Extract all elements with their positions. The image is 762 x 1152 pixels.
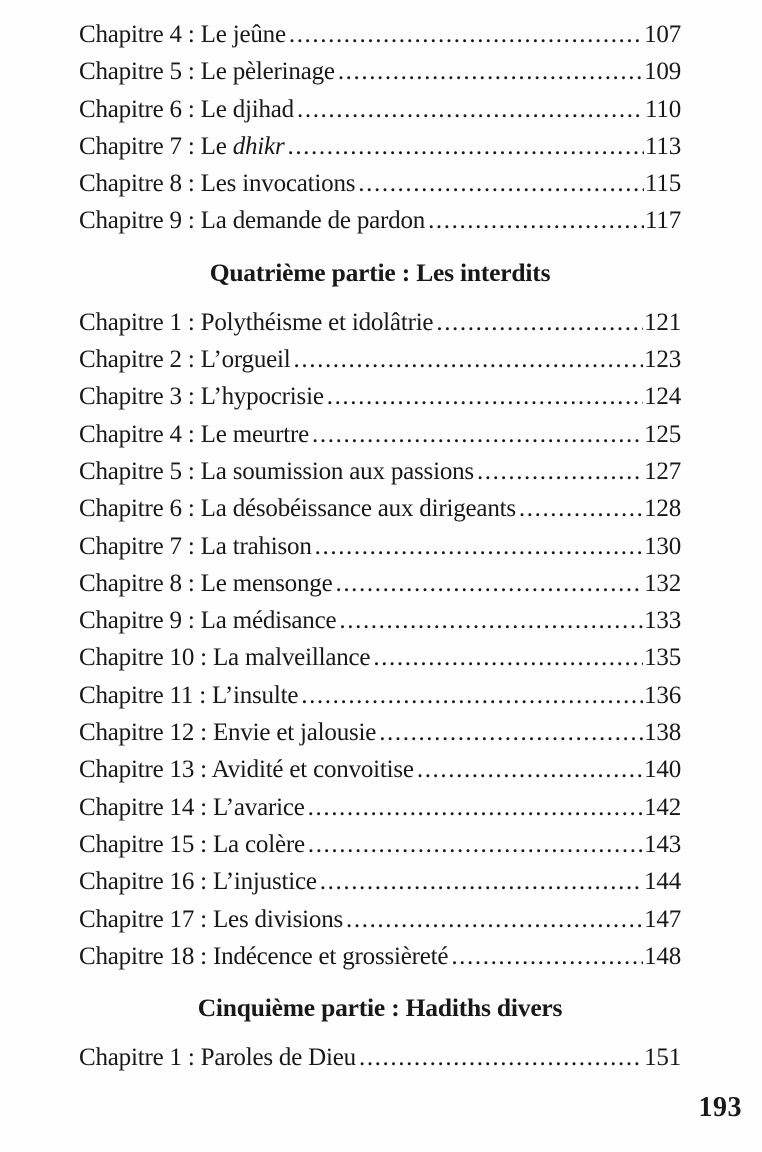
dot-leader: [359, 1039, 643, 1076]
section-heading: Quatrième partie : Les interdits: [209, 257, 551, 287]
toc-entry-label-text: Chapitre 7 : La trahison: [79, 532, 312, 560]
toc-entry-label-text: Chapitre 18 : Indécence et grossièreté: [79, 942, 449, 970]
toc-entry-label: [79, 1039, 356, 1076]
toc-entry-label-text: Chapitre 12 : Envie et jalousie: [79, 719, 377, 747]
toc-entry-label-text: Chapitre 1 : Polythéisme et idolâtrie: [79, 308, 434, 336]
toc-entry-label-text: Chapitre 15 : La colère: [79, 830, 305, 858]
toc-entry-label-text: Chapitre 16 : L’injustice: [79, 868, 317, 896]
toc-entry: [79, 751, 681, 788]
dot-leader: [308, 826, 643, 863]
toc-entry-label: [79, 714, 376, 751]
toc-entry-page: 107: [644, 21, 681, 48]
toc-entry-page: 151: [644, 1044, 681, 1072]
toc-entry: [79, 378, 681, 415]
toc-entry-label-italic: dhikr: [232, 132, 285, 160]
toc-entry: [79, 341, 681, 378]
toc-entry-page: 110: [645, 95, 681, 123]
toc-entry-label: [79, 91, 294, 128]
toc-entry: [79, 863, 681, 900]
dot-leader: [477, 453, 643, 490]
toc-entry-label: [79, 416, 309, 453]
toc-entry-label: [79, 639, 370, 676]
dot-leader: [335, 565, 643, 602]
toc-entry-label-text: Chapitre 5 : La soumission aux passions: [79, 457, 474, 485]
toc-entry: [79, 304, 681, 341]
dot-leader: [294, 341, 644, 378]
toc-entry-page: 138: [644, 719, 681, 747]
dot-leader: [417, 751, 643, 788]
toc-entry-label-text: Chapitre 9 : La demande de pardon: [79, 207, 426, 235]
toc-entry: [79, 528, 681, 565]
dot-leader: [358, 165, 644, 202]
toc-entry: [79, 602, 681, 639]
toc-entry-label-text: Chapitre 6 : La désobéissance aux dirigeants: [79, 495, 516, 523]
toc-entry-label: [79, 789, 305, 826]
dot-leader: [287, 128, 644, 165]
toc-entry-page: 136: [644, 681, 681, 709]
toc-entry-page: 148: [644, 942, 681, 970]
toc-entry: [79, 53, 681, 90]
toc-entry-page: 115: [645, 170, 681, 198]
toc-entry-label: [79, 863, 317, 900]
toc-entry-page: 143: [644, 830, 681, 858]
toc-entry-label: [79, 528, 312, 565]
toc-entry: [79, 453, 681, 490]
toc-entry: [79, 165, 681, 202]
toc-entry-page: 147: [644, 905, 681, 933]
toc-entry-page: 144: [644, 868, 681, 896]
toc-entry: [79, 677, 681, 714]
dot-leader: [297, 91, 644, 128]
toc-entry-page: 124: [644, 383, 681, 411]
toc-entry-page: 133: [644, 607, 681, 635]
toc-entry-label: [79, 602, 336, 639]
toc-entry-label-text: Chapitre 13 : Avidité et convoitise: [79, 756, 414, 784]
toc-entry: [79, 901, 681, 938]
toc-entry-label: [79, 341, 291, 378]
toc-entry-label: [79, 565, 332, 602]
dot-leader: [308, 789, 643, 826]
toc-entry-label-text: Chapitre 5 : Le pèlerinage: [79, 58, 335, 86]
toc-entry-label-text: Chapitre 3 : L’hypocrisie: [79, 383, 324, 411]
section-heading: Cinquième partie : Hadiths divers: [197, 993, 563, 1023]
dot-leader: [428, 202, 644, 239]
toc-entry-label: [79, 304, 433, 341]
toc-entry: [79, 639, 681, 676]
dot-leader: [346, 901, 643, 938]
table-of-contents: [79, 16, 681, 1076]
toc-entry-label-text: Chapitre 8 : Le mensonge: [79, 569, 333, 597]
toc-entry-page: 125: [644, 420, 681, 448]
toc-entry-label-text: Chapitre 14 : L’avarice: [79, 793, 305, 821]
toc-entry-page: 121: [644, 308, 681, 336]
dot-leader: [315, 528, 643, 565]
toc-entry-label-text: Chapitre 1 : Paroles de Dieu: [79, 1044, 356, 1072]
dot-leader: [451, 938, 643, 975]
toc-entry-page: 128: [644, 495, 681, 523]
dot-leader: [436, 304, 643, 341]
toc-entry: [79, 826, 681, 863]
toc-entry-page: 135: [644, 644, 681, 672]
toc-entry: [79, 16, 681, 53]
dot-leader: [312, 416, 643, 453]
toc-entry: [79, 91, 681, 128]
toc-entry-label-text: Chapitre 10 : La malveillance: [79, 644, 371, 672]
toc-entry-label-text: Chapitre 4 : Le jeûne: [79, 21, 286, 48]
toc-entry-page: 109: [644, 58, 681, 86]
toc-entry-label: [79, 53, 335, 90]
toc-entry: [79, 789, 681, 826]
toc-entry: [79, 938, 681, 975]
toc-entry: [79, 1039, 681, 1076]
dot-leader: [338, 53, 643, 90]
toc-entry-label: [79, 751, 414, 788]
toc-entry-page: 117: [645, 207, 681, 235]
toc-entry-page: 123: [644, 346, 681, 374]
page-number: 193: [698, 1092, 742, 1123]
dot-leader: [379, 714, 643, 751]
dot-leader: [320, 863, 643, 900]
dot-leader: [373, 639, 643, 676]
toc-entry: [79, 202, 681, 239]
toc-entry-label-text: Chapitre 17 : Les divisions: [79, 905, 344, 933]
toc-entry-label-text: Chapitre 11 : L’insulte: [79, 681, 299, 709]
toc-entry-page: 130: [644, 532, 681, 560]
toc-entry-label: [79, 128, 284, 165]
toc-entry-label: [79, 901, 343, 938]
dot-leader: [339, 602, 643, 639]
toc-entry-label-text: Chapitre 6 : Le djihad: [79, 95, 294, 123]
toc-entry-page: 140: [644, 756, 681, 784]
toc-entry-page: 142: [644, 793, 681, 821]
toc-entry-label-text: Chapitre 9 : La médisance: [79, 607, 337, 635]
dot-leader: [301, 677, 643, 714]
toc-entry: [79, 490, 681, 527]
toc-entry-label: [79, 490, 516, 527]
toc-entry-label: [79, 378, 324, 415]
toc-entry-label: [79, 453, 474, 490]
toc-entry: [79, 714, 681, 751]
toc-entry: [79, 416, 681, 453]
toc-entry-label: [79, 938, 448, 975]
dot-leader: [519, 490, 643, 527]
toc-entry-label: [79, 202, 425, 239]
toc-entry-page: 132: [644, 569, 681, 597]
toc-entry-page: 113: [645, 132, 681, 160]
toc-entry-label: [79, 16, 286, 53]
toc-entry-label: [79, 826, 305, 863]
toc-entry-label: [79, 677, 298, 714]
toc-entry-page: 127: [644, 457, 681, 485]
dot-leader: [327, 378, 643, 415]
toc-entry-label-text: Chapitre 2 : L’orgueil: [79, 346, 291, 374]
dot-leader: [289, 16, 643, 53]
toc-entry: [79, 565, 681, 602]
toc-entry: [79, 128, 681, 165]
toc-entry-label-text: Chapitre 8 : Les invocations: [79, 170, 356, 198]
toc-entry-label-text: Chapitre 4 : Le meurtre: [79, 420, 310, 448]
toc-entry-label: [79, 165, 355, 202]
toc-entry-label-text: Chapitre 7 : Le: [79, 132, 233, 160]
